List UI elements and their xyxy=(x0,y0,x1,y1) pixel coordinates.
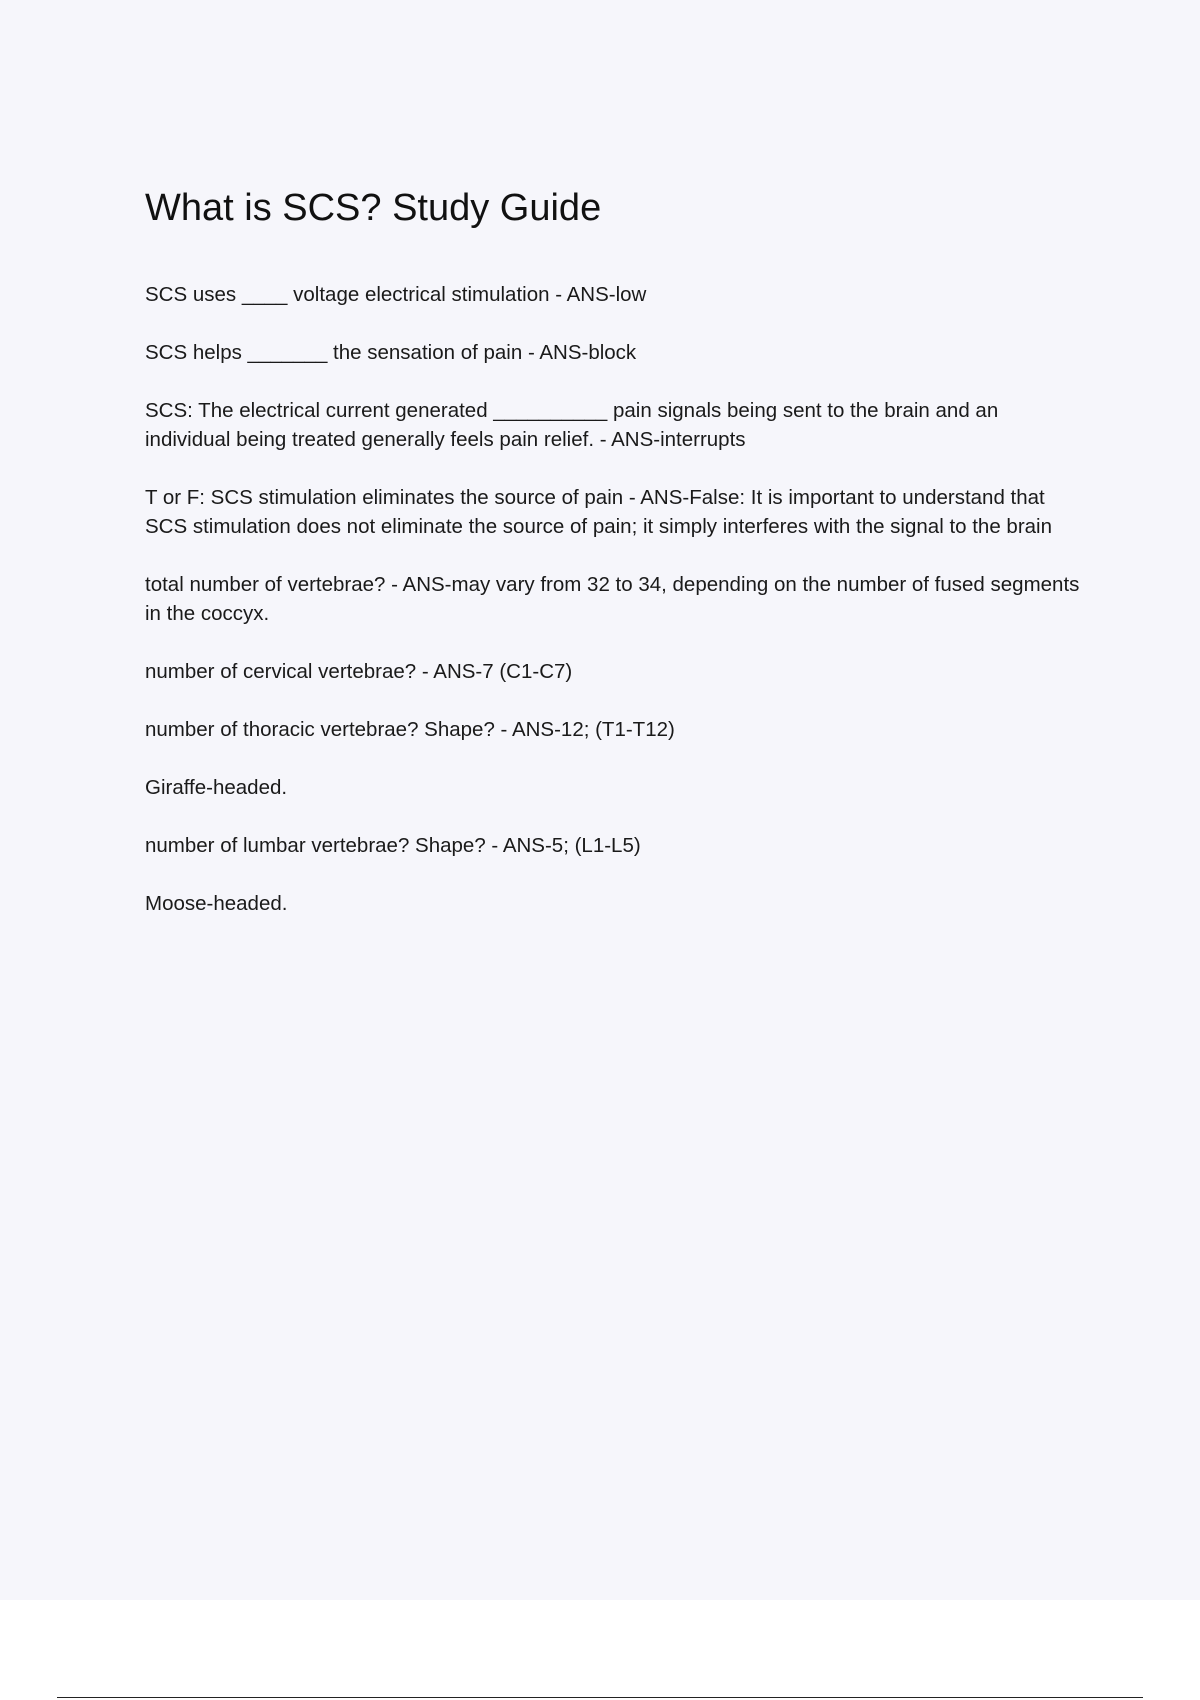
qa-list xyxy=(145,280,1085,918)
qa-item: SCS: The electrical current generated __________ pain signals being sent to the brain and an individual being treated generally feels pain relief. - ANS-interrupts xyxy=(145,399,999,451)
qa-item: Giraffe-headed. xyxy=(145,776,288,799)
document-content xyxy=(145,182,1085,947)
qa-item: T or F: SCS stimulation eliminates the source of pain - ANS-False: It is important to understand that SCS stimulation does not eliminate the source of pain; it simply interferes with the signal to the brain xyxy=(145,486,1053,538)
qa-item: SCS uses ____ voltage electrical stimulation - ANS-low xyxy=(145,283,647,306)
footer-divider xyxy=(57,1697,1143,1698)
qa-item: Moose-headed. xyxy=(145,892,288,915)
qa-item: number of lumbar vertebrae? Shape? - ANS-5; (L1-L5) xyxy=(145,834,641,857)
qa-item: SCS helps _______ the sensation of pain - ANS-block xyxy=(145,341,637,364)
qa-item: total number of vertebrae? - ANS-may vary from 32 to 34, depending on the number of fused segments in the coccyx. xyxy=(145,573,1080,625)
page-title: What is SCS? Study Guide xyxy=(145,187,602,229)
qa-item: number of thoracic vertebrae? Shape? - ANS-12; (T1-T12) xyxy=(145,718,675,741)
qa-item: number of cervical vertebrae? - ANS-7 (C1-C7) xyxy=(145,660,573,683)
